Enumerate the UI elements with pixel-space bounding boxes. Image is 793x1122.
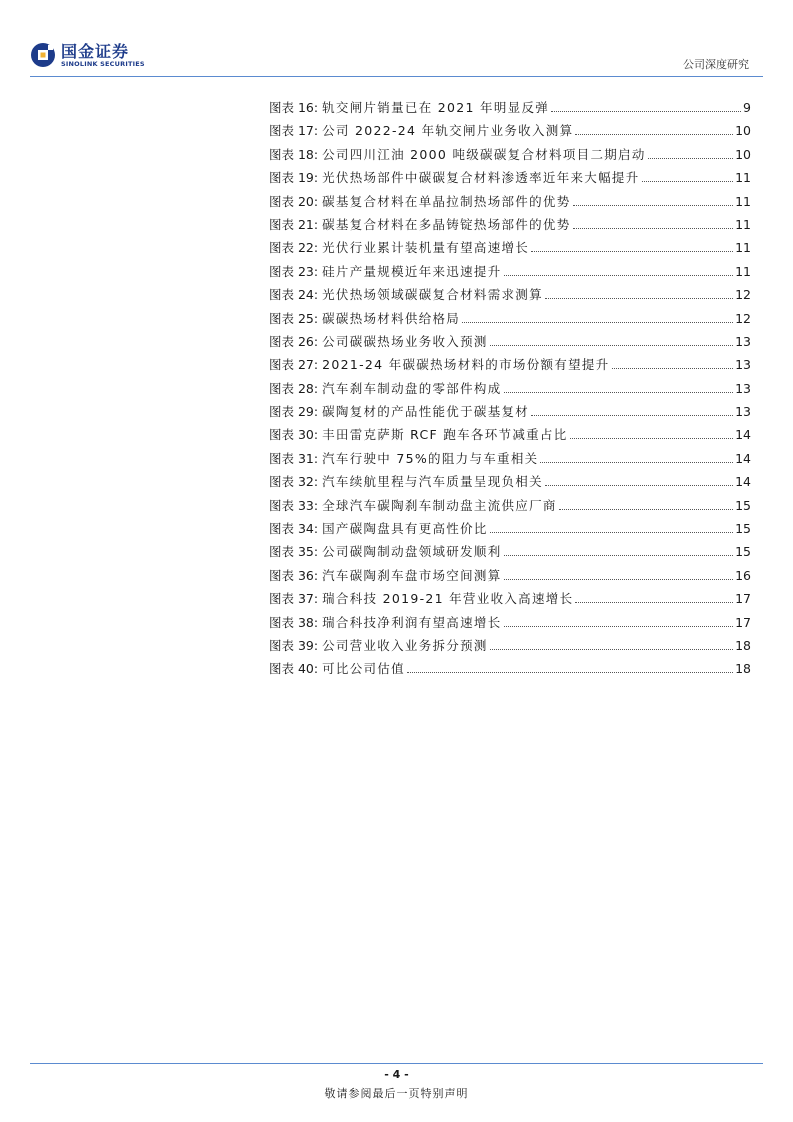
toc-dot-leader bbox=[570, 438, 734, 439]
toc-entry-title: 碳碳热场材料供给格局 bbox=[322, 310, 461, 326]
toc-dot-leader bbox=[573, 205, 734, 206]
toc-entry-page: 14 bbox=[735, 427, 751, 443]
toc-entry-page: 9 bbox=[743, 100, 751, 115]
toc-dot-leader bbox=[490, 532, 733, 533]
toc-dot-leader bbox=[531, 415, 733, 416]
toc-entry-title: 公司碳碳热场业务收入预测 bbox=[322, 333, 488, 349]
toc-entry-label: 图表 38: bbox=[269, 614, 319, 630]
toc-entry[interactable] bbox=[269, 470, 751, 493]
toc-entry-page: 15 bbox=[735, 497, 751, 513]
toc-entry[interactable] bbox=[269, 400, 751, 423]
toc-dot-leader bbox=[490, 649, 733, 650]
toc-entry-page: 10 bbox=[735, 146, 751, 162]
toc-entry-title: 汽车行驶中 75%的阻力与车重相关 bbox=[322, 450, 539, 466]
page-header bbox=[0, 0, 793, 80]
toc-entry-label: 图表 16: bbox=[269, 100, 319, 115]
toc-dot-leader bbox=[642, 181, 734, 182]
toc-dot-leader bbox=[504, 275, 734, 276]
toc-entry-page: 12 bbox=[735, 310, 751, 326]
toc-entry[interactable] bbox=[269, 423, 751, 446]
toc-entry-title: 公司碳陶制动盘领域研发顺利 bbox=[322, 544, 502, 560]
toc-entry-label: 图表 31: bbox=[269, 450, 319, 466]
sinolink-logo-icon bbox=[30, 42, 56, 68]
toc-dot-leader bbox=[504, 392, 734, 393]
toc-dot-leader bbox=[648, 158, 733, 159]
toc-dot-leader bbox=[545, 298, 733, 299]
toc-entry-title: 碳基复合材料在单晶拉制热场部件的优势 bbox=[322, 193, 571, 209]
toc-entry-label: 图表 40: bbox=[269, 661, 319, 677]
toc-entry[interactable] bbox=[269, 447, 751, 470]
toc-entry-label: 图表 25: bbox=[269, 310, 319, 326]
toc-entry-title: 光伏热场部件中碳碳复合材料渗透率近年来大幅提升 bbox=[322, 170, 640, 186]
toc-entry-page: 14 bbox=[735, 474, 751, 490]
toc-entry[interactable] bbox=[269, 307, 751, 330]
toc-entry-label: 图表 37: bbox=[269, 591, 319, 607]
toc-entry-page: 11 bbox=[735, 193, 751, 209]
toc-entry-label: 图表 36: bbox=[269, 567, 319, 583]
toc-entry-page: 18 bbox=[735, 637, 751, 653]
toc-entry[interactable] bbox=[269, 213, 751, 236]
toc-dot-leader bbox=[504, 626, 734, 627]
company-logo bbox=[30, 42, 145, 68]
toc-entry-page: 13 bbox=[735, 380, 751, 396]
toc-dot-leader bbox=[551, 111, 741, 112]
toc-entry[interactable] bbox=[269, 190, 751, 213]
toc-dot-leader bbox=[490, 345, 733, 346]
page-number: - 4 - bbox=[384, 1068, 409, 1081]
toc-entry-label: 图表 22: bbox=[269, 240, 319, 256]
disclaimer-text: 敬请参阅最后一页特别声明 bbox=[324, 1087, 469, 1100]
toc-entry-label: 图表 24: bbox=[269, 287, 319, 303]
toc-entry-label: 图表 20: bbox=[269, 193, 319, 209]
toc-entry-title: 公司营业收入业务拆分预测 bbox=[322, 637, 488, 653]
toc-entry[interactable] bbox=[269, 377, 751, 400]
toc-entry-label: 图表 35: bbox=[269, 544, 319, 560]
footer-divider bbox=[30, 1063, 763, 1064]
toc-entry-label: 图表 18: bbox=[269, 146, 319, 162]
toc-entry-title: 光伏热场领域碳碳复合材料需求测算 bbox=[322, 287, 543, 303]
toc-entry-page: 16 bbox=[735, 567, 751, 583]
toc-entry[interactable] bbox=[269, 540, 751, 563]
toc-entry-page: 11 bbox=[735, 216, 751, 232]
toc-entry-title: 光伏行业累计装机量有望高速增长 bbox=[322, 240, 530, 256]
toc-entry[interactable] bbox=[269, 260, 751, 283]
logo-english-name: SINOLINK SECURITIES bbox=[61, 59, 145, 68]
toc-entry-page: 18 bbox=[735, 661, 751, 677]
toc-entry-title: 硅片产量规模近年来迅速提升 bbox=[322, 263, 502, 279]
toc-entry-title: 碳基复合材料在多晶铸锭热场部件的优势 bbox=[322, 216, 571, 232]
toc-entry-label: 图表 26: bbox=[269, 333, 319, 349]
toc-entry-label: 图表 27: bbox=[269, 357, 319, 373]
toc-entry-title: 可比公司估值 bbox=[322, 661, 405, 677]
toc-entry-title: 瑞合科技净利润有望高速增长 bbox=[322, 614, 502, 630]
toc-entry[interactable] bbox=[269, 119, 751, 142]
toc-dot-leader bbox=[559, 509, 733, 510]
toc-entry-page: 15 bbox=[735, 521, 751, 537]
toc-entry-label: 图表 30: bbox=[269, 427, 319, 443]
toc-dot-leader bbox=[575, 602, 733, 603]
toc-dot-leader bbox=[573, 228, 734, 229]
toc-entry-title: 瑞合科技 2019-21 年营业收入高速增长 bbox=[322, 591, 574, 607]
toc-entry-title: 公司 2022-24 年轨交闸片业务收入测算 bbox=[322, 123, 574, 139]
toc-entry[interactable] bbox=[269, 143, 751, 166]
toc-entry-page: 15 bbox=[735, 544, 751, 560]
toc-entry-page: 17 bbox=[735, 614, 751, 630]
toc-entry[interactable] bbox=[269, 634, 751, 657]
toc-entry-label: 图表 17: bbox=[269, 123, 319, 139]
toc-entry-title: 轨交闸片销量已在 2021 年明显反弹 bbox=[322, 100, 550, 115]
toc-entry-page: 12 bbox=[735, 287, 751, 303]
toc-entry-title: 全球汽车碳陶刹车制动盘主流供应厂商 bbox=[322, 497, 557, 513]
toc-entry-page: 13 bbox=[735, 333, 751, 349]
toc-entry-label: 图表 23: bbox=[269, 263, 319, 279]
toc-entry-title: 公司四川江油 2000 吨级碳碳复合材料项目二期启动 bbox=[322, 146, 646, 162]
toc-entry-title: 汽车刹车制动盘的零部件构成 bbox=[322, 380, 502, 396]
toc-entry-label: 图表 21: bbox=[269, 216, 319, 232]
toc-entry[interactable] bbox=[269, 236, 751, 259]
toc-entry[interactable] bbox=[269, 353, 751, 376]
document-type: 公司深度研究 bbox=[683, 58, 749, 71]
toc-entry-label: 图表 39: bbox=[269, 637, 319, 653]
toc-entry-page: 10 bbox=[735, 123, 751, 139]
toc-entry-label: 图表 19: bbox=[269, 170, 319, 186]
toc-dot-leader bbox=[531, 251, 733, 252]
toc-entry-page: 11 bbox=[735, 170, 751, 186]
toc-entry[interactable] bbox=[269, 494, 751, 517]
toc-dot-leader bbox=[504, 555, 734, 556]
toc-entry-title: 丰田雷克萨斯 RCF 跑车各环节减重占比 bbox=[322, 427, 568, 443]
toc-entry[interactable] bbox=[269, 96, 751, 119]
toc-dot-leader bbox=[545, 485, 733, 486]
toc-entry-page: 11 bbox=[735, 263, 751, 279]
toc-entry-title: 国产碳陶盘具有更高性价比 bbox=[322, 521, 488, 537]
toc-dot-leader bbox=[612, 368, 734, 369]
toc-entry-label: 图表 34: bbox=[269, 521, 319, 537]
toc-entry[interactable] bbox=[269, 564, 751, 587]
toc-entry-page: 11 bbox=[735, 240, 751, 256]
toc-entry-title: 2021-24 年碳碳热场材料的市场份额有望提升 bbox=[322, 357, 610, 373]
header-divider bbox=[30, 76, 763, 77]
toc-entry[interactable] bbox=[269, 517, 751, 540]
toc-entry-label: 图表 28: bbox=[269, 380, 319, 396]
toc-entry[interactable] bbox=[269, 166, 751, 189]
toc-dot-leader bbox=[407, 672, 733, 673]
toc-dot-leader bbox=[540, 462, 733, 463]
toc-dot-leader bbox=[575, 134, 733, 135]
toc-entry-title: 汽车续航里程与汽车质量呈现负相关 bbox=[322, 474, 543, 490]
toc-entry-label: 图表 32: bbox=[269, 474, 319, 490]
toc-entry-page: 14 bbox=[735, 450, 751, 466]
toc-entry-page: 13 bbox=[735, 357, 751, 373]
toc-entry[interactable] bbox=[269, 283, 751, 306]
toc-entry-label: 图表 33: bbox=[269, 497, 319, 513]
toc-dot-leader bbox=[504, 579, 734, 580]
toc-entry[interactable] bbox=[269, 611, 751, 634]
toc-entry-title: 汽车碳陶刹车盘市场空间测算 bbox=[322, 567, 502, 583]
figure-list bbox=[269, 96, 751, 681]
toc-entry[interactable] bbox=[269, 587, 751, 610]
toc-entry[interactable] bbox=[269, 330, 751, 353]
logo-chinese-name: 国金证券 bbox=[61, 41, 130, 61]
toc-entry-label: 图表 29: bbox=[269, 404, 319, 420]
toc-dot-leader bbox=[462, 322, 733, 323]
toc-entry[interactable] bbox=[269, 657, 751, 680]
toc-entry-title: 碳陶复材的产品性能优于碳基复材 bbox=[322, 404, 530, 420]
toc-entry-page: 13 bbox=[735, 404, 751, 420]
toc-entry-page: 17 bbox=[735, 591, 751, 607]
